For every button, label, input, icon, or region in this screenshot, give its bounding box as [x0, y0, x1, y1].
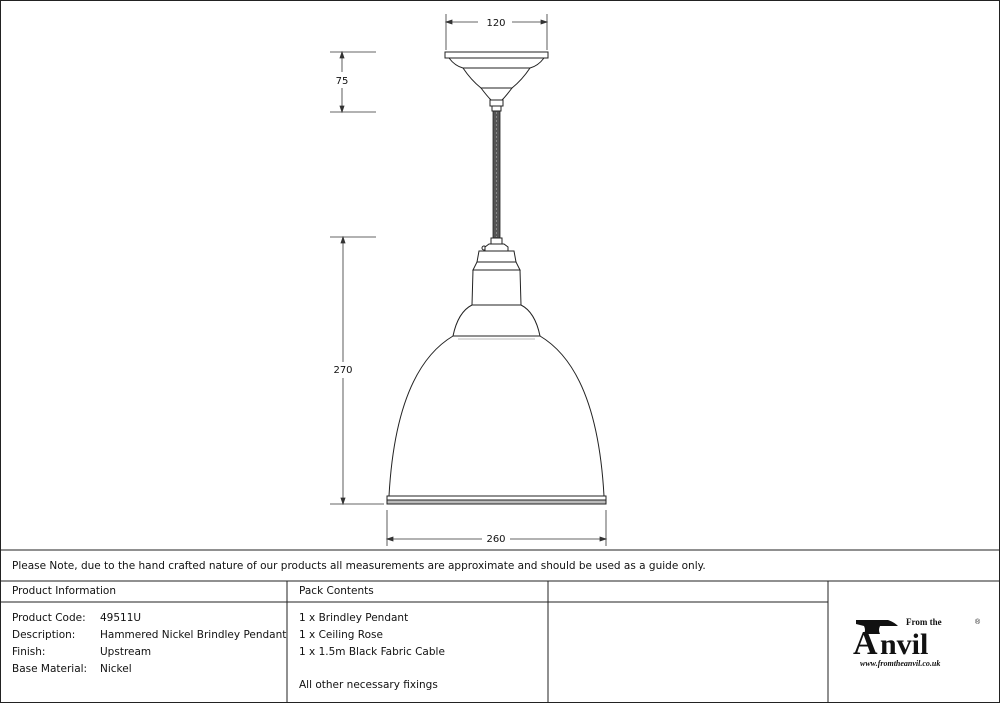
- product-code-label: Product Code:: [12, 612, 86, 624]
- logo-from-the: From the: [906, 617, 942, 627]
- pack-footer: All other necessary fixings: [299, 679, 438, 691]
- description-value: Hammered Nickel Brindley Pendant: [100, 629, 287, 641]
- pack-contents-heading: Pack Contents: [299, 585, 374, 597]
- measurement-note: Please Note, due to the hand crafted nature of our products all measurements are approximate and should be used as a guide only.: [12, 560, 706, 572]
- finish-value: Upstream: [100, 646, 152, 658]
- dim-shade-width-label: 260: [486, 534, 506, 545]
- from-the-anvil-logo: [850, 612, 990, 672]
- product-code-value: 49511U: [100, 612, 142, 624]
- ceiling-rose: [445, 52, 548, 111]
- description-label: Description:: [12, 629, 76, 641]
- fabric-cable: [493, 111, 500, 238]
- finish-label: Finish:: [12, 646, 46, 658]
- base-material-label: Base Material:: [12, 663, 88, 675]
- logo-registered: ®: [975, 619, 981, 626]
- lamp-holder: [472, 238, 521, 305]
- pack-item: 1 x 1.5m Black Fabric Cable: [299, 646, 445, 658]
- anvil-icon: [850, 612, 990, 672]
- product-info-heading: Product Information: [12, 585, 116, 597]
- pack-item: 1 x Ceiling Rose: [299, 629, 383, 641]
- base-material-value: Nickel: [100, 663, 132, 675]
- dim-shade-height-label: 270: [333, 365, 353, 376]
- logo-brand-rest: nvil: [880, 628, 929, 661]
- logo-url: www.fromtheanvil.co.uk: [860, 659, 941, 668]
- dim-rose-width-label: 120: [486, 18, 506, 29]
- pendant-shade: [387, 305, 606, 504]
- dim-rose-height-label: 75: [335, 76, 349, 87]
- logo-brand-initial: A: [853, 625, 878, 662]
- pack-item: 1 x Brindley Pendant: [299, 612, 409, 624]
